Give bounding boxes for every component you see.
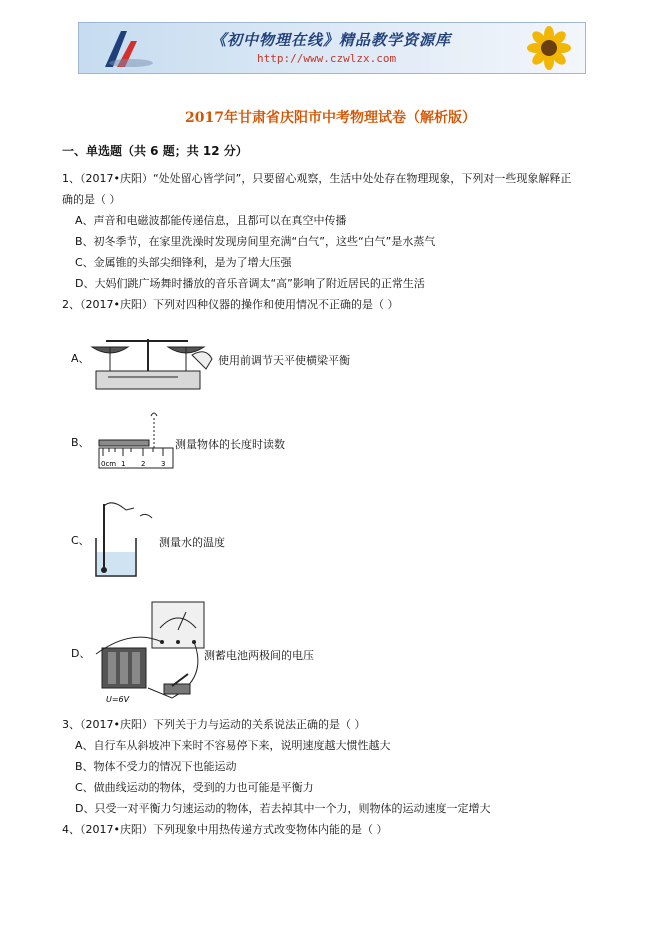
q2-option-b-label: B、 [71, 436, 90, 449]
banner-title: 《初中物理在线》精品教学资源库 [211, 31, 452, 49]
q3-option-d: D、只受一对平衡力匀速运动的物体，若去掉其中一个力，则物体的运动速度一定增大 [75, 802, 491, 815]
q1-option-a: A、声音和电磁波都能传递信息，且都可以在真空中传播 [75, 214, 347, 227]
document-title: 2017年甘肃省庆阳市中考物理试卷（解析版） [185, 110, 476, 126]
q1-option-d: D、大妈们跳广场舞时播放的音乐音调太“高”影响了附近居民的正常生活 [75, 277, 425, 290]
q3-stem: 3、（2017•庆阳）下列关于力与运动的关系说法正确的是（ ） [62, 718, 366, 731]
section-heading: 一、单选题（共 6 题；共 12 分） [62, 144, 248, 158]
q2-option-a-label: A、 [71, 352, 90, 365]
q2-option-c-label: C、 [71, 534, 90, 547]
q3-option-c: C、做曲线运动的物体，受到的力也可能是平衡力 [75, 781, 314, 794]
ruler-tick-2: 2 [141, 460, 146, 468]
q3-option-a: A、自行车从斜坡冲下来时不容易停下来，说明速度越大惯性越大 [75, 739, 391, 752]
site-logo-icon [91, 27, 155, 69]
voltmeter-battery-figure [92, 598, 210, 706]
q2-option-a-text: 使用前调节天平使横梁平衡 [218, 354, 350, 367]
banner-url[interactable]: http://www.czwlzx.com [257, 52, 397, 65]
q2-option-d-text: 测蓄电池两极间的电压 [204, 649, 314, 662]
q1-stem-line2: 确的是（ ） [62, 193, 121, 206]
sunflower-icon [519, 25, 579, 71]
q2-option-b-text: 测量物体的长度时读数 [175, 438, 285, 451]
balance-scale-figure [88, 325, 213, 393]
q3-option-b: B、物体不受力的情况下也能运动 [75, 760, 237, 773]
q1-option-b: B、初冬季节，在家里洗澡时发现房间里充满“白气”，这些“白气”是水蒸气 [75, 235, 436, 248]
thermometer-beaker-figure [90, 496, 154, 580]
q2-option-d-label: D、 [71, 647, 91, 660]
ruler-figure [97, 408, 177, 470]
q1-option-c: C、金属锥的头部尖细锋利，是为了增大压强 [75, 256, 292, 269]
header-banner [78, 22, 586, 74]
battery-voltage-label: U=6V [106, 695, 130, 704]
q2-option-c-text: 测量水的温度 [159, 536, 225, 549]
ruler-tick-1: 1 [121, 460, 126, 468]
q1-stem-line1: 1、（2017•庆阳）“处处留心皆学问”，只要留心观察，生活中处处存在物理现象，下列对一些现象解释正 [62, 172, 572, 185]
ruler-tick-0: 0cm [101, 460, 117, 468]
q2-stem: 2、（2017•庆阳）下列对四种仪器的操作和使用情况不正确的是（ ） [62, 298, 399, 311]
ruler-tick-3: 3 [161, 460, 166, 468]
q4-stem: 4、（2017•庆阳）下列现象中用热传递方式改变物体内能的是（ ） [62, 823, 388, 836]
